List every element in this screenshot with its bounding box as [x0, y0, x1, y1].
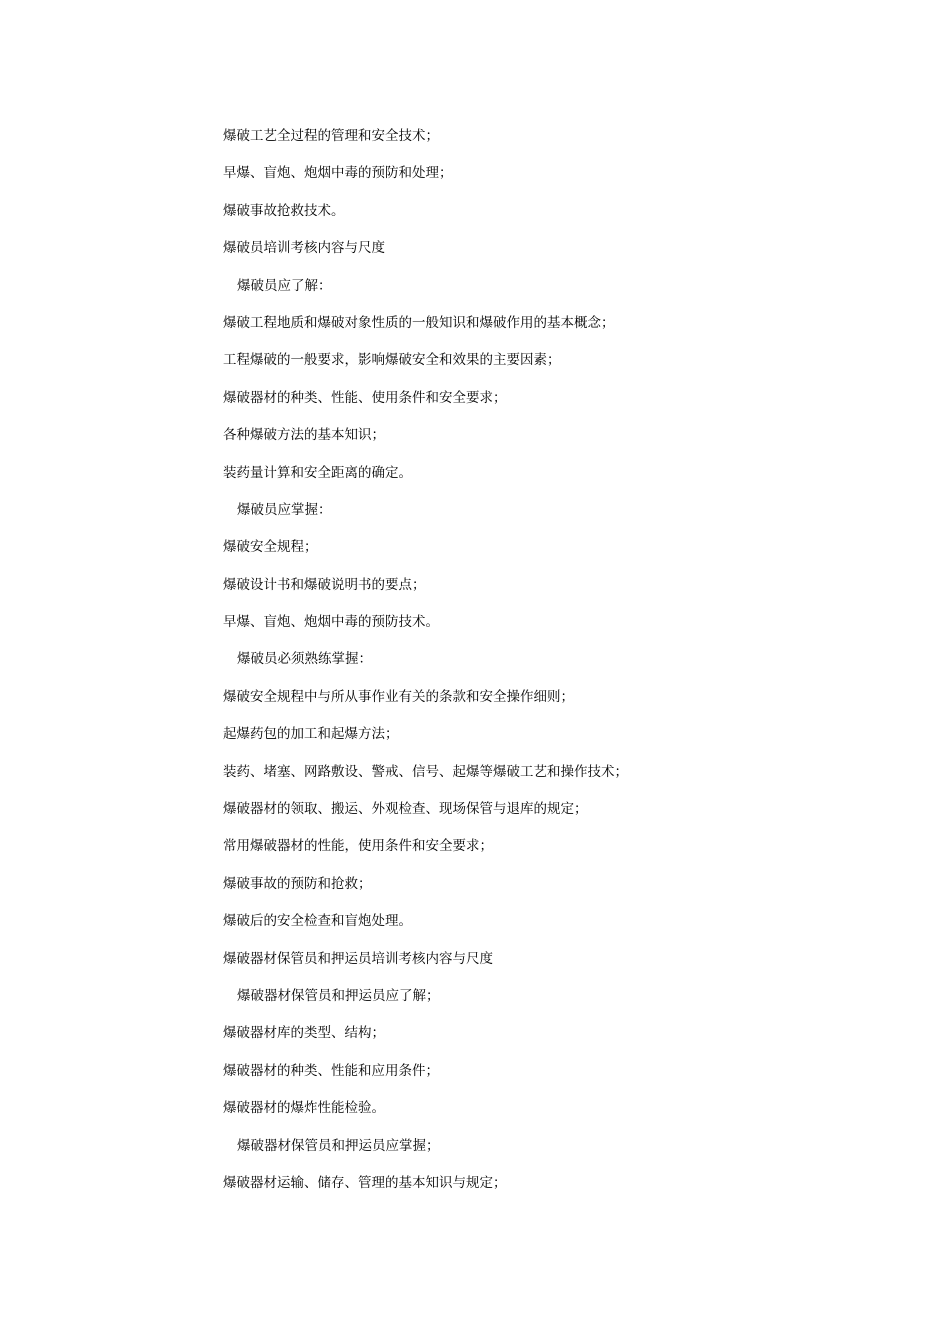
text-line: 早爆、盲炮、炮烟中毒的预防技术。: [223, 614, 439, 631]
text-line: 爆破工艺全过程的管理和安全技术；: [223, 128, 439, 144]
subsection-heading: 爆破员必须熟练掌握：: [237, 651, 372, 668]
subsection-heading: 爆破员应掌握：: [237, 501, 332, 518]
subsection-heading: 爆破器材保管员和押运员应掌握；: [237, 1137, 440, 1154]
text-line: 常用爆破器材的性能，使用条件和安全要求；: [223, 838, 493, 855]
text-line: 装药量计算和安全距离的确定。: [223, 464, 412, 481]
subsection-heading: 爆破员应了解：: [237, 277, 332, 294]
text-line: 爆破事故抢救技术。: [223, 202, 345, 219]
text-line: 爆破器材的种类、性能和应用条件；: [223, 1062, 439, 1079]
text-line: 爆破设计书和爆破说明书的要点；: [223, 576, 426, 593]
text-line: 爆破安全规程中与所从事作业有关的条款和安全操作细则；: [223, 688, 574, 705]
text-line: 起爆药包的加工和起爆方法；: [223, 726, 399, 743]
text-line: 爆破后的安全检查和盲炮处理。: [223, 913, 412, 930]
text-line: 工程爆破的一般要求，影响爆破安全和效果的主要因素；: [223, 352, 561, 369]
text-line: 爆破工程地质和爆破对象性质的一般知识和爆破作用的基本概念；: [223, 314, 615, 331]
text-line: 爆破事故的预防和抢救；: [223, 875, 372, 892]
text-line: 装药、堵塞、网路敷设、警戒、信号、起爆等爆破工艺和操作技术；: [223, 763, 628, 780]
text-line: 早爆、盲炮、炮烟中毒的预防和处理；: [223, 165, 453, 182]
text-line: 各种爆破方法的基本知识；: [223, 427, 385, 444]
text-line: 爆破器材的爆炸性能检验。: [223, 1100, 385, 1117]
text-line: 爆破器材库的类型、结构；: [223, 1025, 385, 1042]
text-line: 爆破器材运输、储存、管理的基本知识与规定；: [223, 1174, 507, 1191]
text-line: 爆破安全规程；: [223, 539, 318, 556]
document-body: [223, 124, 783, 1208]
subsection-heading: 爆破器材保管员和押运员应了解；: [237, 987, 440, 1004]
section-heading: 爆破员培训考核内容与尺度: [223, 240, 385, 257]
text-line: 爆破器材的种类、性能、使用条件和安全要求；: [223, 389, 507, 406]
text-line: 爆破器材的领取、搬运、外观检查、现场保管与退库的规定；: [223, 801, 588, 818]
section-heading: 爆破器材保管员和押运员培训考核内容与尺度: [223, 950, 493, 967]
